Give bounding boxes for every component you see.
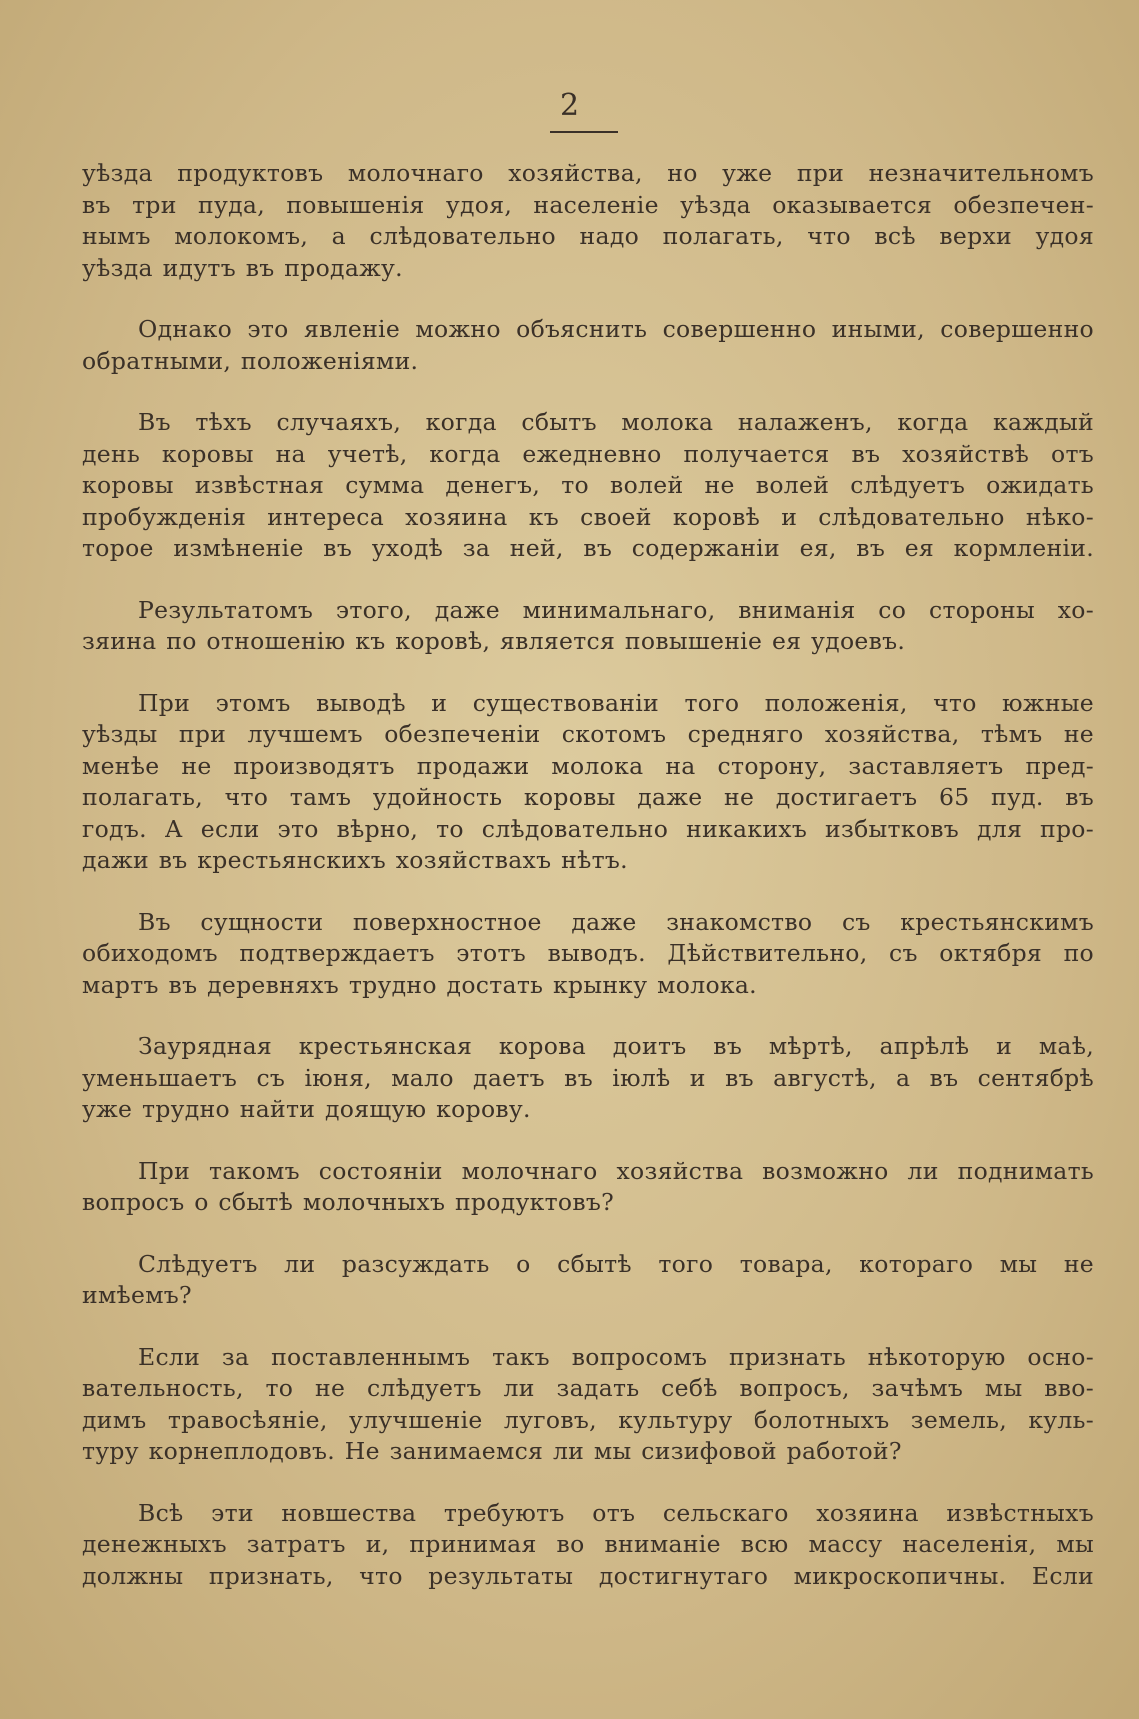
text-line: обратными, положеніями. bbox=[82, 346, 419, 375]
text-line: уже трудно найти доящую корову. bbox=[82, 1095, 531, 1123]
text-line: Однако это явленіе можно объяснить совершенно иными, совершенно bbox=[138, 315, 1094, 343]
text-line: день коровы на учетѣ, когда ежедневно получается въ хозяйствѣ отъ bbox=[82, 439, 1094, 468]
text-line: обиходомъ подтверждаетъ этотъ выводъ. Дѣйствительно, съ октября по bbox=[82, 939, 1094, 967]
text-line: коровы извѣстная сумма денегъ, то волей не волей слѣдуетъ ожидать bbox=[82, 471, 1094, 499]
text-line: Заурядная крестьянская корова доитъ въ мѣртѣ, апрѣлѣ и маѣ, bbox=[138, 1032, 1094, 1060]
text-line: вопросъ о сбытѣ молочныхъ продуктовъ? bbox=[82, 1188, 615, 1216]
text-line: денежныхъ затратъ и, принимая во вниманіе всю массу населенія, мы bbox=[82, 1530, 1094, 1558]
body-text bbox=[82, 158, 1094, 1622]
text-line: торое измѣненіе въ уходѣ за ней, въ содержаніи ея, въ ея кормленіи. bbox=[82, 534, 1094, 562]
text-line: уѣзда продуктовъ молочнаго хозяйства, но уже при незначительномъ bbox=[82, 159, 1094, 187]
text-line: должны признать, что результаты достигнутаго микроскопичны. Если bbox=[82, 1561, 1094, 1590]
text-line: Въ сущности поверхностное даже знакомство съ крестьянскимъ bbox=[138, 907, 1094, 936]
paragraph-2 bbox=[82, 314, 1094, 377]
paragraph-1 bbox=[82, 158, 1094, 284]
text-line: въ три пуда, повышенія удоя, населеніе уѣзда оказывается обезпечен- bbox=[82, 190, 1094, 219]
text-line: менѣе не производятъ продажи молока на сторону, заставляетъ пред- bbox=[82, 751, 1094, 780]
text-line: имѣемъ? bbox=[82, 1281, 192, 1309]
paragraph-10 bbox=[82, 1342, 1094, 1468]
text-line: уѣзды при лучшемъ обезпеченіи скотомъ средняго хозяйства, тѣмъ не bbox=[82, 720, 1094, 748]
text-line: мартъ въ деревняхъ трудно достать крынку молока. bbox=[82, 970, 757, 999]
text-line: Слѣдуетъ ли разсуждать о сбытѣ того товара, котораго мы не bbox=[138, 1249, 1094, 1278]
text-line: зяина по отношенію къ коровѣ, является повышеніе ея удоевъ. bbox=[82, 627, 906, 655]
text-line: нымъ молокомъ, а слѣдовательно надо полагать, что всѣ верхи удоя bbox=[82, 222, 1094, 250]
paragraph-8 bbox=[82, 1156, 1094, 1219]
paragraph-11 bbox=[82, 1498, 1094, 1593]
paragraph-5 bbox=[82, 688, 1094, 877]
paragraph-6 bbox=[82, 907, 1094, 1002]
text-line: Результатомъ этого, даже минимальнаго, вниманія со стороны хо- bbox=[138, 595, 1094, 624]
page-number-rule bbox=[550, 131, 618, 133]
text-line: уѣзда идутъ въ продажу. bbox=[82, 253, 403, 282]
text-line: туру корнеплодовъ. Не занимаемся ли мы сизифовой работой? bbox=[82, 1437, 902, 1465]
text-line: годъ. А если это вѣрно, то слѣдовательно никакихъ избытковъ для про- bbox=[82, 814, 1094, 843]
text-line: Въ тѣхъ случаяхъ, когда сбытъ молока налаженъ, когда каждый bbox=[138, 408, 1094, 436]
paragraph-4 bbox=[82, 595, 1094, 658]
text-line: пробужденія интереса хозяина къ своей коровѣ и слѣдовательно нѣко- bbox=[82, 502, 1094, 531]
paragraph-7 bbox=[82, 1031, 1094, 1126]
text-line: Всѣ эти новшества требуютъ отъ сельскаго хозяина извѣстныхъ bbox=[138, 1498, 1094, 1527]
text-line: димъ травосѣяніе, улучшеніе луговъ, культуру болотныхъ земель, куль- bbox=[82, 1405, 1094, 1434]
text-line: полагать, что тамъ удойность коровы даже не достигаетъ 65 пуд. въ bbox=[82, 783, 1094, 811]
paragraph-3 bbox=[82, 407, 1094, 565]
text-line: Если за поставленнымъ такъ вопросомъ признать нѣкоторую осно- bbox=[138, 1342, 1094, 1371]
text-line: При такомъ состояніи молочнаго хозяйства возможно ли поднимать bbox=[138, 1156, 1094, 1185]
text-line: вательность, то не слѣдуетъ ли задать себѣ вопросъ, зачѣмъ мы вво- bbox=[82, 1374, 1094, 1402]
text-line: При этомъ выводѣ и существованіи того положенія, что южные bbox=[138, 688, 1094, 717]
page-number: 2 bbox=[559, 88, 580, 123]
paragraph-9 bbox=[82, 1249, 1094, 1312]
text-line: дажи въ крестьянскихъ хозяйствахъ нѣтъ. bbox=[82, 846, 628, 874]
text-line: уменьшаетъ съ іюня, мало даетъ въ іюлѣ и въ августѣ, а въ сентябрѣ bbox=[82, 1063, 1094, 1092]
